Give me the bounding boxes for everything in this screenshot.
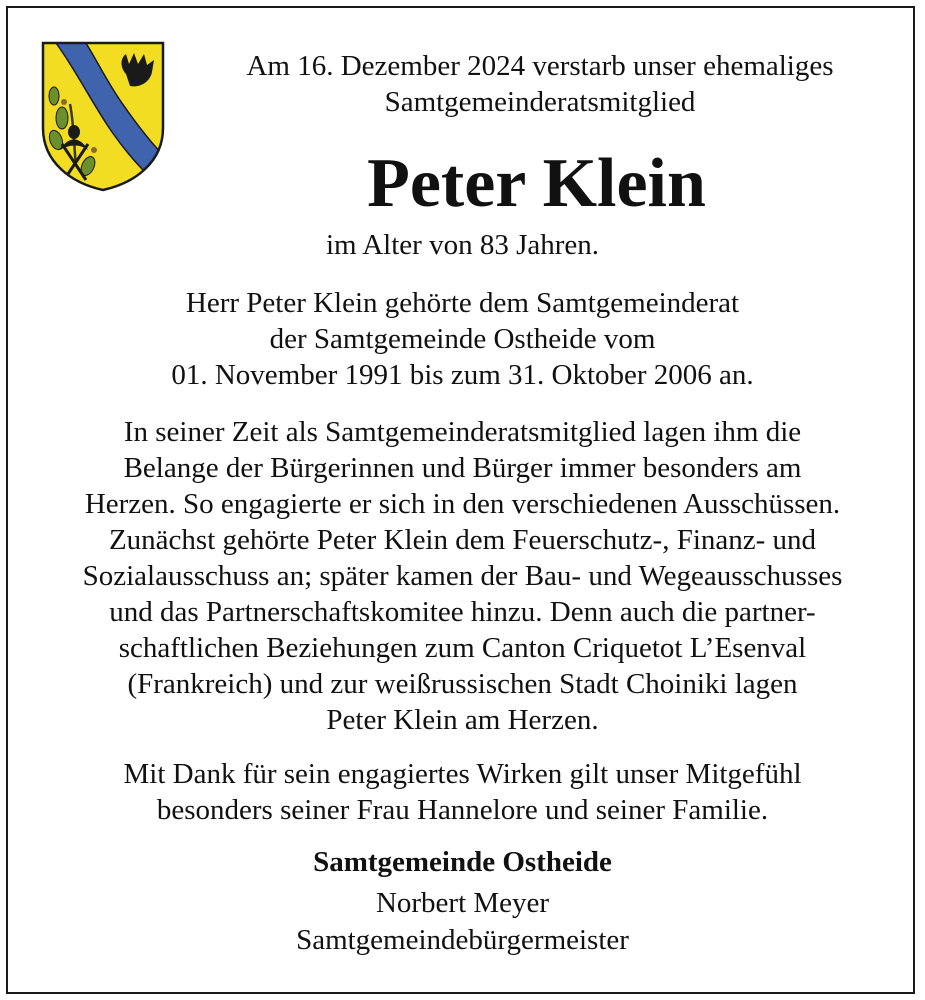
tribute-paragraph bbox=[0, 414, 925, 738]
intro-line: Am 16. Dezember 2024 verstarb unser ehemaliges bbox=[246, 50, 834, 82]
tribute-line: schaftlichen Beziehungen zum Canton Criquetot L’Esenval bbox=[118, 632, 807, 664]
thanks-paragraph bbox=[0, 756, 925, 828]
signer-title: Samtgemeindebürgermeister bbox=[296, 924, 629, 956]
tribute-line: Peter Klein am Herzen. bbox=[326, 704, 599, 736]
term-line: Herr Peter Klein gehörte dem Samtgemeinderat bbox=[185, 287, 740, 319]
intro-text bbox=[155, 48, 925, 120]
thanks-line: besonders seiner Frau Hannelore und seiner Familie. bbox=[156, 794, 769, 826]
tribute-line: Herzen. So engagierte er sich in den verschiedenen Ausschüssen. bbox=[84, 488, 841, 520]
term-line: der Samtgemeinde Ostheide vom bbox=[269, 323, 656, 355]
deceased-name: Peter Klein bbox=[367, 145, 706, 222]
tribute-line: Zunächst gehörte Peter Klein dem Feuerschutz-, Finanz- und bbox=[108, 524, 817, 556]
term-line: 01. November 1991 bis zum 31. Oktober 2006 an. bbox=[171, 359, 754, 391]
term-text bbox=[0, 285, 925, 393]
tribute-line: Belange der Bürgerinnen und Bürger immer besonders am bbox=[123, 452, 802, 484]
tribute-line: In seiner Zeit als Samtgemeinderatsmitglied lagen ihm die bbox=[123, 416, 802, 448]
intro-line: Samtgemeinderatsmitglied bbox=[384, 86, 696, 118]
tribute-line: Sozialausschuss an; später kamen der Bau- und Wegeausschusses bbox=[82, 560, 843, 592]
tribute-line: (Frankreich) und zur weißrussischen Stadt Choiniki lagen bbox=[127, 668, 798, 700]
thanks-line: Mit Dank für sein engagiertes Wirken gilt unser Mitgefühl bbox=[123, 758, 802, 790]
tribute-line: und das Partnerschaftskomitee hinzu. Denn auch die partner- bbox=[109, 596, 816, 628]
organization-name: Samtgemeinde Ostheide bbox=[313, 846, 612, 878]
age-text: im Alter von 83 Jahren. bbox=[325, 229, 600, 261]
signer-name: Norbert Meyer bbox=[375, 887, 550, 919]
